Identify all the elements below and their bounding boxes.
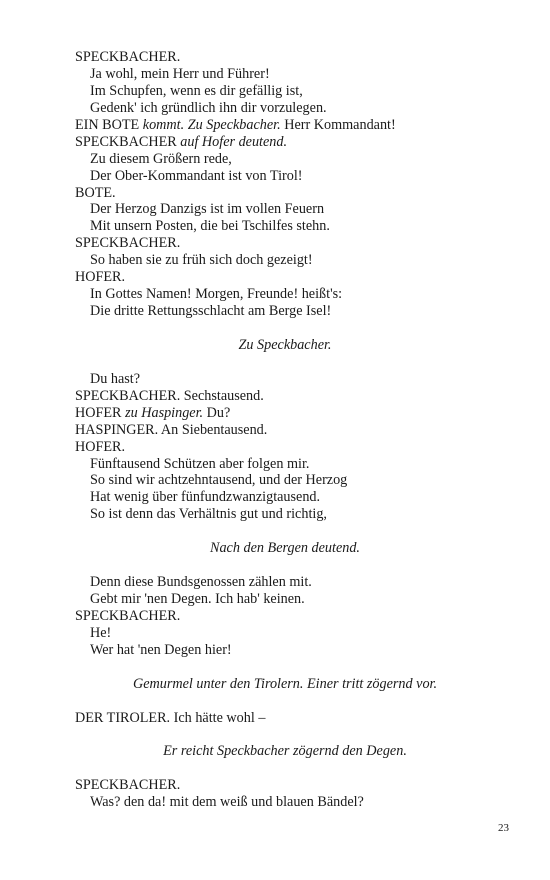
blank-line <box>75 760 495 777</box>
play-text <box>75 49 495 811</box>
speaker-line: SPECKBACHER. <box>75 777 181 794</box>
verse-line: Wer hat 'nen Degen hier! <box>90 641 232 658</box>
blank-line <box>75 659 495 676</box>
speaker-line: SPECKBACHER. <box>75 235 181 252</box>
inline-stage-direction: zu Haspinger. <box>125 404 204 421</box>
speaker-line: HOFER. <box>75 269 126 286</box>
verse-line: Du hast? <box>90 370 141 387</box>
speaker-line: DER TIROLER. Ich hätte wohl – <box>75 709 266 726</box>
verse-line: Gedenk' ich gründlich ihn dir vorzulegen. <box>90 99 327 116</box>
blank-line <box>75 523 495 540</box>
speaker-line: HASPINGER. An Siebentausend. <box>75 421 268 438</box>
verse-line: Gebt mir 'nen Degen. Ich hab' keinen. <box>90 591 305 607</box>
blank-line <box>75 727 495 744</box>
verse-line: Zu diesem Größern rede, <box>90 150 232 167</box>
stage-direction: Gemurmel unter den Tirolern. Einer tritt zögernd vor. <box>132 675 438 692</box>
inline-stage-direction: auf Hofer deutend. <box>180 133 288 150</box>
verse-line: In Gottes Namen! Morgen, Freunde! heißt's: <box>90 286 343 303</box>
speaker-line <box>75 405 495 422</box>
verse-line: So haben sie zu früh sich doch gezeigt! <box>90 252 313 269</box>
verse-line: Im Schupfen, wenn es dir gefällig ist, <box>90 82 303 99</box>
verse-line: Hat wenig über fünfundzwanzigtausend. <box>90 489 321 506</box>
verse-line: So ist denn das Verhältnis gut und richtig, <box>90 506 327 523</box>
speaker-line: SPECKBACHER. <box>75 607 181 624</box>
blank-line <box>75 557 495 574</box>
page-number: 23 <box>498 822 509 834</box>
verse-line: So sind wir achtzehntausend, und der Herzog <box>90 472 348 489</box>
speaker-line <box>75 134 495 151</box>
inline-stage-direction: kommt. Zu Speckbacher. <box>142 116 281 133</box>
speech-text: Herr Kommandant! <box>284 116 396 133</box>
blank-line <box>75 693 495 710</box>
verse-line: Mit unsern Posten, die bei Tschilfes stehn. <box>90 218 330 235</box>
speaker-line: HOFER. <box>75 438 126 455</box>
speaker-line: SPECKBACHER. Sechstausend. <box>75 387 264 404</box>
blank-line <box>75 354 495 371</box>
speaker-name: SPECKBACHER <box>75 133 177 150</box>
verse-line: Ja wohl, mein Herr und Führer! <box>90 65 270 82</box>
speaker-name: EIN BOTE <box>75 116 140 133</box>
verse-line: Der Ober-Kommandant ist von Tirol! <box>90 167 303 184</box>
speaker-name: HOFER <box>75 404 122 421</box>
blank-line <box>75 320 495 337</box>
verse-line: Die dritte Rettungsschlacht am Berge Isel! <box>90 303 332 320</box>
speaker-line: BOTE. <box>75 184 116 201</box>
speech-text: Du? <box>206 404 231 421</box>
stage-direction: Nach den Bergen deutend. <box>210 540 360 557</box>
verse-line: He! <box>90 624 112 641</box>
verse-line: Was? den da! mit dem weiß und blauen Bändel? <box>90 794 364 811</box>
verse-line: Denn diese Bundsgenossen zählen mit. <box>90 574 312 591</box>
stage-direction: Zu Speckbacher. <box>238 336 332 353</box>
speaker-line: SPECKBACHER. <box>75 49 181 65</box>
stage-direction: Er reicht Speckbacher zögernd den Degen. <box>163 743 407 760</box>
verse-line: Fünftausend Schützen aber folgen mir. <box>90 455 310 472</box>
verse-line: Der Herzog Danzigs ist im vollen Feuern <box>90 201 325 218</box>
speaker-line <box>75 117 495 134</box>
